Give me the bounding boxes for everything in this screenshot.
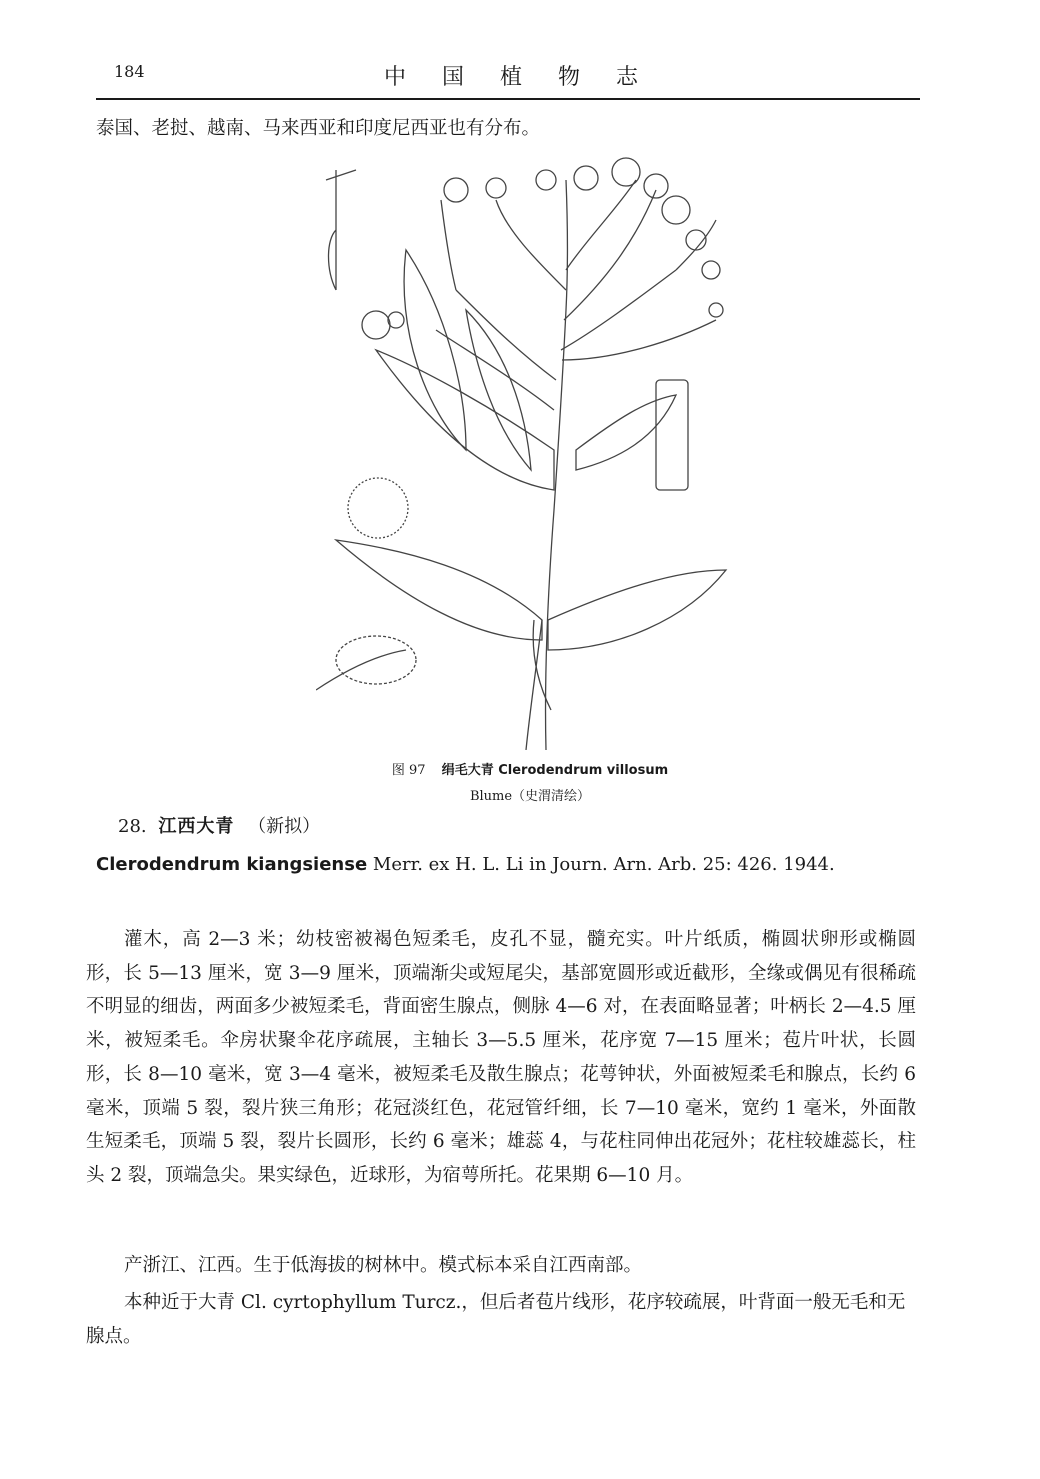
species-chinese-name: 江西大青 bbox=[158, 816, 235, 837]
species-description: 灌木，高 2—3 米；幼枝密被褐色短柔毛，皮孔不显，髓充实。叶片纸质，椭圆状卵形或椭圆形，长 5—13 厘米，宽 3—9 厘米，顶端渐尖或短尾尖，基部宽圆形或近截形，全缘或偶见有很稀疏不明显的细齿，两面多少被短柔毛，背面密生腺点，侧脉 4—6 对，在表面略显著；叶柄长 2—4.5 厘米，被短柔毛。伞房状聚伞花序疏展，主轴长 3—5.5 厘米，花序宽 7—15 厘米；苞片叶状，长圆形，长 8—10 毫米，宽 3—4 毫米，被短柔毛及散生腺点；花萼钟状，外面被短柔毛和腺点，长约 6 毫米，顶端 5 裂，裂片狭三角形；花冠淡红色，花冠管纤细，长 7—10 毫米，宽约 1 毫米，外面散生短柔毛，顶端 5 裂，裂片长圆形，长约 6 毫米；雄蕊 4，与花柱同伸出花冠外；花柱较雄蕊长，柱头 2 裂，顶端急尖。果实绿色，近球形，为宿萼所托。花果期 6—10 月。 bbox=[86, 929, 916, 1186]
species-number: 28. bbox=[118, 816, 147, 837]
figure-title: 绢毛大青 Clerodendrum villosum bbox=[441, 763, 669, 778]
species-comparison: 本种近于大青 Cl. cyrtophyllum Turcz.，但后者苞片线形，花序较疏展，叶背面一般无毛和无腺点。 bbox=[86, 1292, 906, 1347]
species-heading bbox=[118, 812, 320, 838]
species-distribution: 产浙江、江西。生于低海拔的树林中。模式标本采自江西南部。 bbox=[124, 1255, 643, 1276]
page-number: 184 bbox=[114, 62, 145, 81]
citation: Merr. ex H. L. Li in Journ. Arn. Arb. 25: 426. 1944. bbox=[372, 854, 835, 875]
page-header bbox=[96, 58, 920, 100]
scientific-name-line bbox=[96, 848, 926, 882]
plant-illustration bbox=[316, 150, 746, 750]
figure-caption bbox=[330, 758, 730, 810]
book-title: 中国植物志 bbox=[384, 65, 675, 90]
scientific-name: Clerodendrum kiangsiense bbox=[96, 854, 368, 875]
figure-label: 图 97 bbox=[391, 763, 426, 778]
species-name-note: （新拟） bbox=[248, 816, 321, 837]
figure-subtitle: Blume（史渭清绘） bbox=[469, 789, 591, 804]
continued-paragraph: 泰国、老挝、越南、马来西亚和印度尼西亚也有分布。 bbox=[96, 118, 541, 139]
